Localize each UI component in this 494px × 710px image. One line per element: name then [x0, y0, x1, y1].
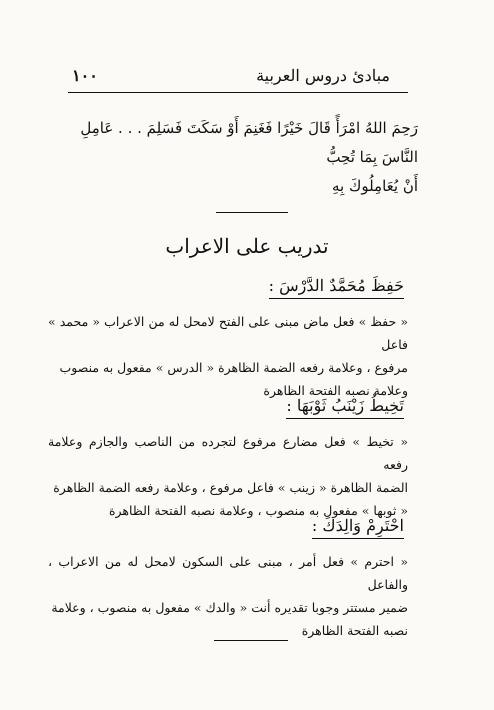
quote-line: أَنْ يُعَامِلُوكَ بِهِ	[331, 177, 418, 195]
explanation-line: الضمة الظاهرة « زينب » فاعل مرفوع ، وعلامة رفعه الضمة الظاهرة	[53, 480, 408, 495]
exercise-explanation	[48, 430, 408, 522]
exercise-heading	[312, 516, 404, 535]
explanation-line: « ثوبها » مفعول به منصوب ، وعلامة نصبه الفتحة الظاهرة	[108, 503, 408, 518]
page-number: ١٠٠	[72, 66, 98, 85]
exercise-heading-text: حَفِظَ مُحَمَّدٌ الدَّرْسَ :	[268, 276, 404, 295]
explanation-line: ضمير مستتر وجوبا تقديره أنت « والدك » مفعول به منصوب ، وعلامة	[51, 600, 408, 615]
exercise-heading	[286, 396, 404, 415]
quote-block	[70, 114, 418, 201]
explanation-line: « احترم » فعل أمر ، مبنى على السكون لامحل له من الاعراب ، والفاعل	[48, 554, 408, 592]
explanation-line: نصبه الفتحة الظاهرة	[301, 623, 408, 638]
exercise-explanation	[48, 550, 408, 642]
heading-underline	[312, 538, 404, 539]
heading-underline	[269, 298, 404, 299]
quote-line: رَحِمَ اللهُ امْرَأً قَالَ خَيْرًا فَغَنِمَ أَوْ سَكَتَ فَسَلِمَ . . . عَامِلِ النَّاسَ بِمَا تُحِبُّ	[80, 119, 418, 166]
heading-underline	[286, 418, 404, 419]
exercise-heading-text: احْتَرِمْ وَالِدَكَ :	[311, 516, 404, 535]
running-title: مبادئ دروس العربية	[256, 66, 390, 85]
explanation-line: « حفظ » فعل ماض مبنى على الفتح لامحل له من الاعراب « محمد » فاعل	[48, 314, 408, 352]
end-rule	[214, 640, 288, 641]
separator-rule	[216, 212, 288, 213]
exercise-heading	[269, 276, 404, 295]
exercise-heading-text: تَخِيطُ زَيْنَبُ ثَوْبَهَا :	[286, 396, 404, 415]
explanation-line: « تخيط » فعل مضارع مرفوع لتجرده من الناصب والجازم وعلامة رفعه	[48, 434, 408, 472]
explanation-line: مرفوع ، وعلامة رفعه الضمة الظاهرة « الدرس » مفعول به منصوب	[59, 360, 408, 375]
explanation-line: وعلامة نصبه الفتحة الظاهرة	[263, 383, 408, 398]
section-title: تدريب على الاعراب	[165, 234, 329, 258]
exercise-explanation	[48, 310, 408, 402]
page-header	[68, 64, 408, 86]
header-rule	[68, 92, 408, 93]
